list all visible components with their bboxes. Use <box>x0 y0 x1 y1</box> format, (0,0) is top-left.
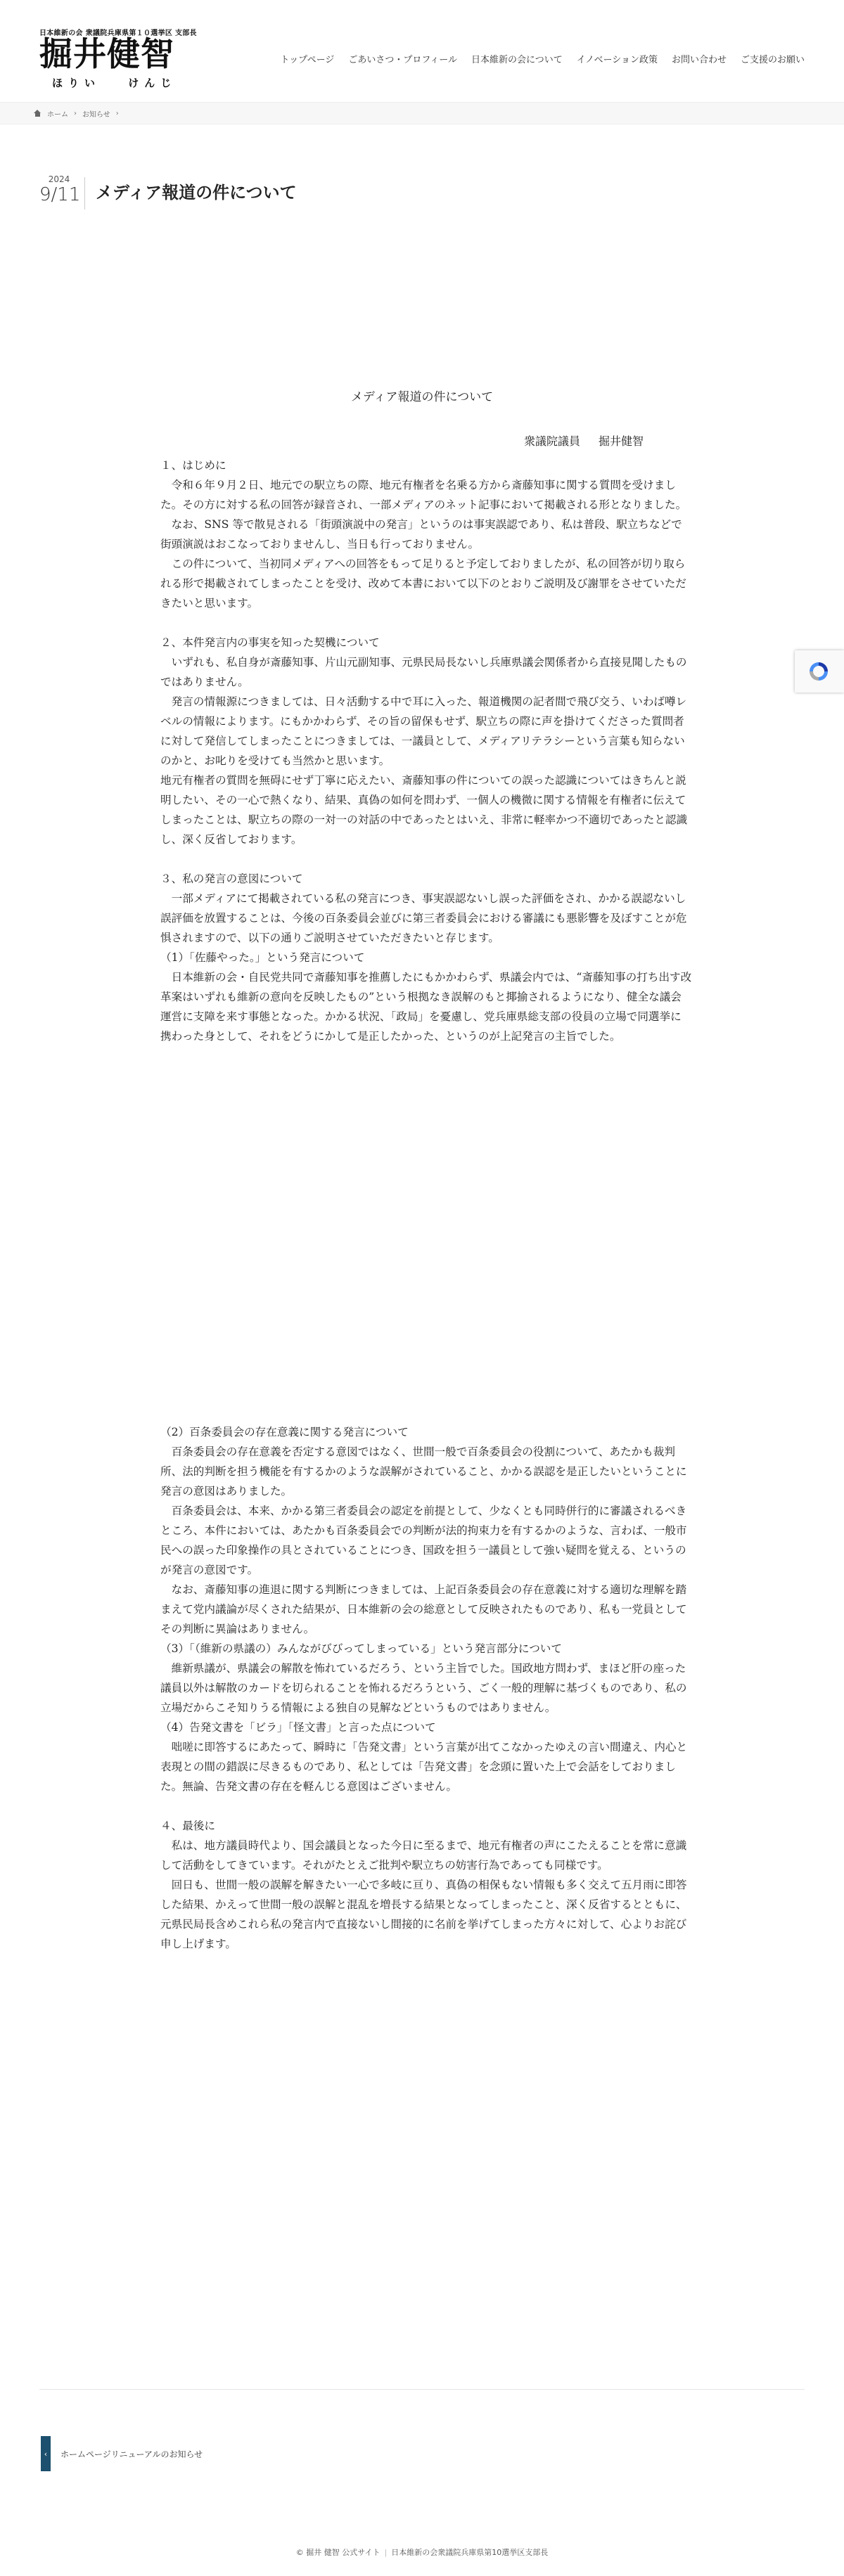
paragraph: 咄嗟に即答するにあたって、瞬時に「告発文書」という言葉が出てこなかったゆえの言い間違え、内心と表現との間の錯誤に尽きるものであり、私としては「告発文書」を念頭に置いた上で会話をしておりました。無論、告発文書の存在を軽んじる意図はございません。 <box>160 1741 688 1793</box>
post-year: 2024 <box>48 174 70 184</box>
author-name: 掘井健智 <box>599 434 644 448</box>
paragraph-gap <box>160 1796 692 1816</box>
section-heading: ４、最後に <box>160 1820 215 1832</box>
paragraph-gap <box>160 613 692 633</box>
section-heading: （2）百条委員会の存在意義に関する発言について <box>160 1426 409 1438</box>
recaptcha-icon <box>807 660 830 683</box>
related-post-link[interactable] <box>41 2436 203 2471</box>
paragraph: いずれも、私自身が斎藤知事、片山元副知事、元県民局長ないし兵庫県議会関係者から直接見聞したものではありません。 <box>160 656 687 688</box>
nav-item-support[interactable]: ご支援のお願い <box>740 55 805 65</box>
post-date <box>39 174 79 205</box>
nav-item-top[interactable]: トップページ <box>280 55 335 65</box>
post-month-day: 9/11 <box>39 184 81 205</box>
breadcrumb-home[interactable]: ホーム <box>47 110 68 119</box>
logo-kana: ほりい けんじ <box>52 77 177 89</box>
paragraph: なお、斎藤知事の進退に関する判断につきましては、上記百条委員会の存在意義に対する適切な理解を踏まえて党内議論が尽くされた結果が、日本維新の会の総意として反映されたものであり、私も一党員としてその判断に異論はありません。 <box>160 1583 687 1635</box>
section-divider <box>39 2389 805 2390</box>
paragraph: なお、SNS 等で散見される「街頭演説中の発言」というのは事実誤認であり、私は普段、駅立ちなどで街頭演説はおこなっておりませんし、当日も行っておりません。 <box>160 518 682 550</box>
nav-item-innovation[interactable]: イノベーション政策 <box>576 55 658 65</box>
paragraph: 日本維新の会・自民党共同で斎藤知事を推薦したにもかかわらず、県議会内では、“斎藤知事の打ち出す改革案はいずれも維新の意向を反映したもの”という根拠なき誤解のもと揶揄されるようになり、健全な議会運営に支障を来す事態となった。かかる状況、「政局」を憂慮し、党兵庫県総支部の役員の立場で同選挙に携わった身として、それをどうにかして是正したかった、というのが上記発言の主旨でした。 <box>160 971 692 1043</box>
title-divider <box>84 177 85 210</box>
section-heading: （4）告発文書を「ビラ」「怪文書」と言った点について <box>160 1721 436 1734</box>
paragraph: 地元有権者の質問を無碍にせず丁寧に応えたい、斎藤知事の件についての誤った認識についてはきちんと説明したい、その一心で熱くなり、結果、真偽の如何を問わず、一個人の機微に関する情報を有権者に伝えてしまったことは、駅立ちの際の一対一の対話の中であったとはいえ、非常に軽率かつ不適切であったと認識し、深く反省しております。 <box>160 774 688 846</box>
breadcrumb-current[interactable]: お知らせ <box>82 110 110 119</box>
document-title: メディア報道の件について <box>350 390 494 404</box>
nav-item-about-party[interactable]: 日本維新の会について <box>471 55 563 65</box>
author-role: 衆議院議員 <box>524 434 581 448</box>
document-body-part-1 <box>160 456 692 1046</box>
section-heading: １、はじめに <box>160 459 226 472</box>
paragraph: 令和６年９月２日、地元での駅立ちの際、地元有権者を名乗る方から斎藤知事に関する質問を受けました。その方に対する私の回答が録音され、一部メディアのネット記事において掲載される形となりました。 <box>160 479 687 511</box>
chevron-right-icon: › <box>74 109 77 117</box>
related-post-title: ホームページリニューアルのお知らせ <box>60 2449 203 2459</box>
document-body-part-2 <box>160 1422 692 1954</box>
breadcrumb <box>0 102 844 124</box>
paragraph: 回日も、世間一般の誤解を解きたい一心で多岐に亘り、真偽の相保もない情報も多く交えて五月雨に即答した結果、かえって世間一般の誤解と混乱を増長する結果となってしまったこと、深く反省するとともに、元県民局長含めこれら私の発言内で直接ないし間接的に名前を挙げてしまった方々に対して、心よりお詫び申し上げます。 <box>160 1879 687 1950</box>
paragraph-gap <box>160 849 692 869</box>
main-nav <box>273 52 805 65</box>
recaptcha-badge[interactable] <box>795 650 844 693</box>
section-heading: （3）「（維新の県議の）みんながびびってしまっている」という発言部分について <box>160 1642 562 1655</box>
footer-copyright: © 掘井 健智 公式サイト <box>295 2548 381 2557</box>
chevron-left-icon: ‹ <box>41 2436 51 2471</box>
site-logo[interactable] <box>39 27 203 90</box>
home-icon[interactable] <box>34 110 41 117</box>
logo-name: 掘井健智 <box>39 35 174 74</box>
logo-subtitle: 日本維新の会 衆議院兵庫県第１０選挙区 支部長 <box>39 30 197 37</box>
paragraph: 一部メディアにて掲載されている私の発言につき、事実誤認ないし誤った評価をされ、かかる誤認ないし誤評価を放置することは、今後の百条委員会並びに第三者委員会における審議にも悪影響を及ぼすことが危惧されますので、以下の通りご説明させていただきたいと存じます。 <box>160 892 687 944</box>
site-footer: © 掘井 健智 公式サイト | 日本維新の会衆議院兵庫県第10選挙区支部長 <box>295 2548 549 2557</box>
page-title: メディア報道の件について <box>96 183 297 202</box>
section-heading: ３、私の発言の意図について <box>160 872 303 885</box>
paragraph: 維新県議が、県議会の解散を怖れているだろう、という主旨でした。国政地方問わず、まほど肝の座った議員以外は解散のカードを切られることを怖れるだろうという、ごく一般的理解に基づくものであり、私の立場だからこそ知りうる情報による独自の見解などというものではありません。 <box>160 1662 687 1714</box>
site-header <box>0 0 844 102</box>
nav-item-contact[interactable]: お問い合わせ <box>671 55 727 65</box>
paragraph: この件について、当初同メディアへの回答をもって足りると予定しておりましたが、私の回答が切り取られる形で掲載されてしまったことを受け、改めて本書において以下のとおりご説明及び謝罪をさせていただきたいと思います。 <box>160 558 686 610</box>
chevron-right-icon: › <box>115 109 119 117</box>
paragraph: 百条委員会の存在意義を否定する意図ではなく、世間一般で百条委員会の役割について、あたかも裁判所、法的判断を担う機能を有するかのような誤解がされていること、かかる誤認を是正したいということに発言の意図はありました。 <box>160 1445 687 1498</box>
section-heading: （1）「佐藤やった。」という発言について <box>160 951 365 964</box>
paragraph: 百条委員会は、本来、かかる第三者委員会の認定を前提として、少なくとも同時併行的に審議されるべきところ、本件においては、あたかも百条委員会での判断が法的拘束力を有するかのような、言わば、一般市民への誤った印象操作の具とされていることにつき、国政を担う一議員として強い疑問を覚える、というのが発言の意図です。 <box>160 1505 687 1576</box>
nav-item-greeting[interactable]: ごあいさつ・プロフィール <box>348 55 458 65</box>
paragraph: 発言の情報源につきましては、日々活動する中で耳に入った、報道機関の記者間で飛び交う、いわば噂レベルの情報によります。にもかかわらず、その旨の留保もせず、駅立ちの際に声を掛けてくださった質問者に対して発信してしまったことにつきましては、一議員として、メディアリテラシーという言葉も知らないのかと、お叱りを受けても当然かと思います。 <box>160 695 687 767</box>
paragraph: 私は、地方議員時代より、国会議員となった今日に至るまで、地元有権者の声にこたえることを常に意識して活動をしてきています。それがたとえご批判や駅立ちの妨害行為であっても同様です。 <box>160 1839 687 1872</box>
statement-document <box>56 267 788 2278</box>
footer-affiliation: 日本維新の会衆議院兵庫県第10選挙区支部長 <box>391 2548 549 2557</box>
section-heading: ２、本件発言内の事実を知った契機について <box>160 636 380 649</box>
document-author <box>524 432 644 449</box>
